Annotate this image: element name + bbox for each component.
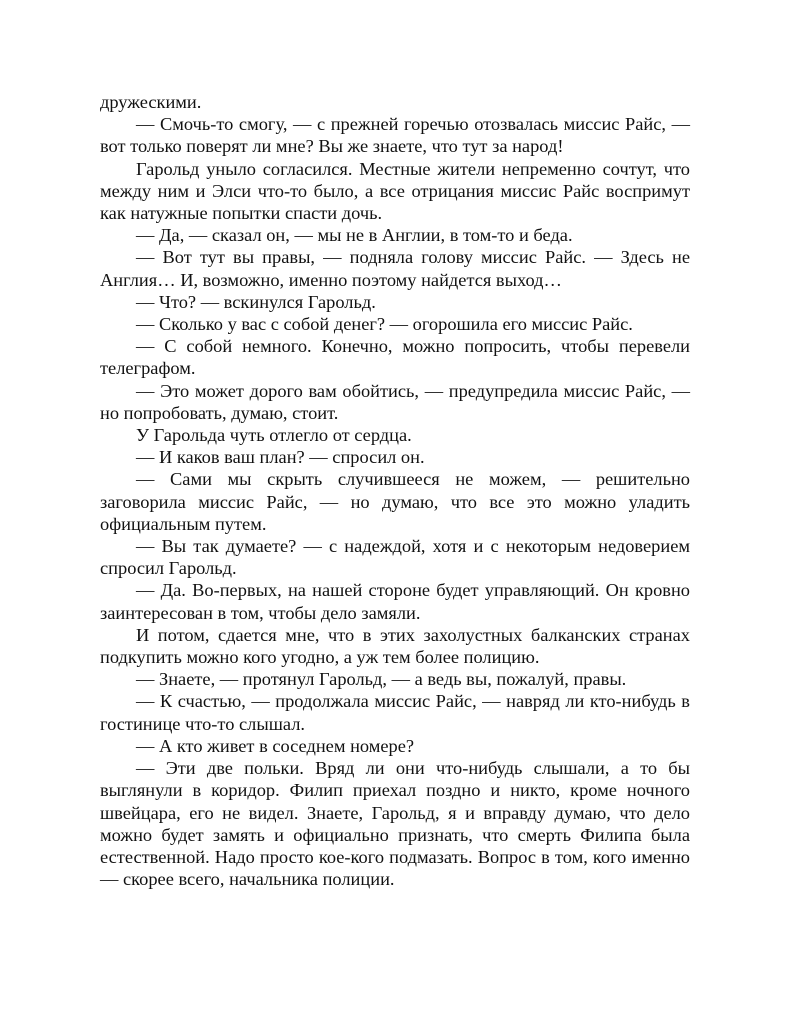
paragraph-15: И потом, сдается мне, что в этих захолустных балканских странах подкупить можно кого угодно, а уж тем более полицию. [100,624,690,668]
paragraph-2: — Смочь-то смогу, — с прежней горечью отозвалась миссис Райс, — вот только поверят ли мне? Вы же знаете, что тут за народ! [100,114,690,157]
paragraph-4: — Да, — сказал он, — мы не в Англии, в том-то и беда. [136,225,573,246]
paragraph-10: У Гарольда чуть отлегло от сердца. [136,425,412,446]
paragraph-18: — А кто живет в соседнем номере? [136,735,415,756]
paragraph-3: Гарольд уныло согласился. Местные жители непременно сочтут, что между ним и Элси что-то было, а все отрицания миссис Райс воспримут как натужные попытки спасти дочь. [100,158,690,224]
body-text [100,91,690,890]
paragraph-11: — И каков ваш план? — спросил он. [136,447,425,468]
paragraph-1: дружескими. [100,92,202,112]
paragraph-9: — Это может дорого вам обойтись, — предупредила миссис Райс, — но попробовать, думаю, стоит. [100,380,690,423]
paragraph-7: — Сколько у вас с собой денег? — огорошила его миссис Райс. [136,314,633,335]
paragraph-8: — С собой немного. Конечно, можно попросить, чтобы перевели телеграфом. [100,336,690,379]
paragraph-13: — Вы так думаете? — с надеждой, хотя и с некоторым недоверием спросил Гарольд. [100,536,690,579]
paragraph-16: — Знаете, — протянул Гарольд, — а ведь вы, пожалуй, правы. [136,669,627,690]
paragraph-14: — Да. Во-первых, на нашей стороне будет управляющий. Он кровно заинтересован в том, чтобы дело замяли. [100,580,690,623]
paragraph-6: — Что? — вскинулся Гарольд. [136,291,376,312]
paragraph-12: — Сами мы скрыть случившееся не можем, — решительно заговорила миссис Райс, — но думаю, что все это можно уладить официальным путем. [100,469,690,534]
paragraph-17: — К счастью, — продолжала миссис Райс, — навряд ли кто-нибудь в гостинице что-то слышал. [100,691,690,734]
paragraph-19: — Эти две польки. Вряд ли они что-нибудь слышали, а то бы выглянули в коридор. Филип приехал поздно и никто, кроме ночного швейцара, его не видел. Знаете, Гарольд, я и вправду думаю, что дело можно будет замять и официально признать, что смерть Филипа была естественной. Надо просто кое-кого подмазать. Вопрос в том, кого именно — скорее всего, начальника полиции. [100,758,690,890]
paragraph-5: — Вот тут вы правы, — подняла голову миссис Райс. — Здесь не Англия… И, возможно, именно поэтому найдется выход… [100,247,690,290]
